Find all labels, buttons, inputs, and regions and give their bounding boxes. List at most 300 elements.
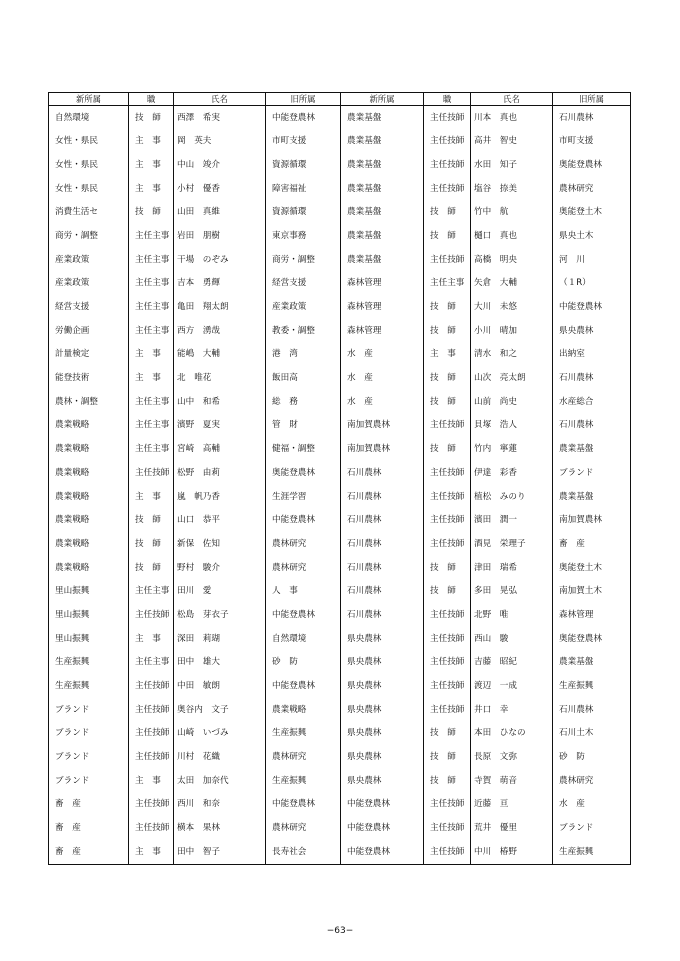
name-cell: 新保 佐知 <box>174 532 266 556</box>
new-department-cell: 石川農林 <box>341 485 424 509</box>
new-department-cell: 産業政策 <box>49 272 129 296</box>
previous-department-cell: ブランド <box>553 817 631 841</box>
new-department-cell: 畜 産 <box>49 840 129 864</box>
previous-department-cell: 生産振興 <box>266 769 341 793</box>
position-cell: 主任主事 <box>129 296 174 320</box>
name-cell: 北 唯花 <box>174 367 266 391</box>
previous-department-cell: 奥能登農林 <box>553 627 631 651</box>
name-cell: 岡 英夫 <box>174 130 266 154</box>
new-department-cell: 女性・県民 <box>49 153 129 177</box>
position-cell: 主任技師 <box>424 153 471 177</box>
table-row <box>49 722 631 746</box>
position-cell: 技 師 <box>424 367 471 391</box>
name-cell: 津田 瑞希 <box>471 556 553 580</box>
new-department-cell: ブランド <box>49 746 129 770</box>
previous-department-cell: 奥能登農林 <box>553 153 631 177</box>
previous-department-cell: 奥能登土木 <box>553 556 631 580</box>
new-department-cell: 中能登農林 <box>341 793 424 817</box>
new-department-cell: 中能登農林 <box>341 817 424 841</box>
previous-department-cell: 市町支援 <box>553 130 631 154</box>
position-cell: 主任技師 <box>424 675 471 699</box>
new-department-cell: 畜 産 <box>49 793 129 817</box>
name-cell: 多田 晃弘 <box>471 580 553 604</box>
previous-department-cell: 水産総合 <box>553 390 631 414</box>
previous-department-cell: 産業政策 <box>266 296 341 320</box>
column-header: 職 <box>129 93 174 106</box>
position-cell: 主任技師 <box>424 509 471 533</box>
previous-department-cell: 資源循環 <box>266 153 341 177</box>
previous-department-cell: 南加賀土木 <box>553 580 631 604</box>
table-row <box>49 177 631 201</box>
previous-department-cell: 石川土木 <box>553 722 631 746</box>
table-row <box>49 580 631 604</box>
position-cell: 主任技師 <box>424 485 471 509</box>
table-row <box>49 272 631 296</box>
name-cell: 濱野 夏実 <box>174 414 266 438</box>
position-cell: 主 事 <box>129 485 174 509</box>
position-cell: 主任技師 <box>129 461 174 485</box>
previous-department-cell: 中能登農林 <box>266 509 341 533</box>
new-department-cell: 県央農林 <box>341 675 424 699</box>
name-cell: 山崎 いづみ <box>174 722 266 746</box>
name-cell: 井口 幸 <box>471 698 553 722</box>
name-cell: 川村 花織 <box>174 746 266 770</box>
previous-department-cell: 畜 産 <box>553 532 631 556</box>
name-cell: 山田 真維 <box>174 201 266 225</box>
new-department-cell: ブランド <box>49 698 129 722</box>
table-row <box>49 651 631 675</box>
new-department-cell: 県央農林 <box>341 722 424 746</box>
table-row <box>49 840 631 864</box>
name-cell: 山中 和希 <box>174 390 266 414</box>
new-department-cell: 石川農林 <box>341 580 424 604</box>
name-cell: 西川 和奈 <box>174 793 266 817</box>
new-department-cell: 商労・調整 <box>49 224 129 248</box>
name-cell: 松野 由莉 <box>174 461 266 485</box>
previous-department-cell: 中能登農林 <box>266 675 341 699</box>
name-cell: 西澤 希実 <box>174 106 266 130</box>
previous-department-cell: 中能登農林 <box>266 793 341 817</box>
table-row <box>49 603 631 627</box>
name-cell: 樋口 真也 <box>471 224 553 248</box>
previous-department-cell: 石川農林 <box>553 698 631 722</box>
name-cell: 貝塚 浩人 <box>471 414 553 438</box>
previous-department-cell: 奥能登土木 <box>553 201 631 225</box>
position-cell: 主任技師 <box>129 817 174 841</box>
previous-department-cell: 農業基盤 <box>553 485 631 509</box>
name-cell: 大川 未悠 <box>471 296 553 320</box>
previous-department-cell: 農業基盤 <box>553 651 631 675</box>
table-row <box>49 390 631 414</box>
previous-department-cell: （１R） <box>553 272 631 296</box>
table-row <box>49 248 631 272</box>
name-cell: 山次 亮太朗 <box>471 367 553 391</box>
new-department-cell: 女性・県民 <box>49 130 129 154</box>
previous-department-cell: 生涯学習 <box>266 485 341 509</box>
new-department-cell: 経営支援 <box>49 296 129 320</box>
position-cell: 技 師 <box>424 201 471 225</box>
previous-department-cell: 南加賀農林 <box>553 509 631 533</box>
previous-department-cell: 農林研究 <box>266 556 341 580</box>
new-department-cell: 農業戦略 <box>49 485 129 509</box>
new-department-cell: 森林管理 <box>341 319 424 343</box>
new-department-cell: 県央農林 <box>341 651 424 675</box>
position-cell: 主 事 <box>129 769 174 793</box>
previous-department-cell: 総 務 <box>266 390 341 414</box>
table-row <box>49 319 631 343</box>
name-cell: 竹内 寧蓮 <box>471 438 553 462</box>
column-header: 旧所属 <box>553 93 631 106</box>
table-row <box>49 698 631 722</box>
position-cell: 主任技師 <box>424 603 471 627</box>
name-cell: 塩谷 捺美 <box>471 177 553 201</box>
position-cell: 主任技師 <box>129 746 174 770</box>
previous-department-cell: 人 事 <box>266 580 341 604</box>
new-department-cell: 石川農林 <box>341 461 424 485</box>
previous-department-cell: 河 川 <box>553 248 631 272</box>
new-department-cell: 石川農林 <box>341 556 424 580</box>
table-row <box>49 461 631 485</box>
name-cell: 寺賀 萌音 <box>471 769 553 793</box>
new-department-cell: 中能登農林 <box>341 840 424 864</box>
position-cell: 技 師 <box>424 319 471 343</box>
new-department-cell: 石川農林 <box>341 509 424 533</box>
previous-department-cell: 飯田高 <box>266 367 341 391</box>
name-cell: 川本 真也 <box>471 106 553 130</box>
position-cell: 技 師 <box>424 722 471 746</box>
name-cell: 吉藤 昭紀 <box>471 651 553 675</box>
table-header <box>49 93 631 106</box>
name-cell: 嵐 帆乃香 <box>174 485 266 509</box>
name-cell: 植松 みのり <box>471 485 553 509</box>
new-department-cell: 生産振興 <box>49 651 129 675</box>
previous-department-cell: 港 湾 <box>266 343 341 367</box>
position-cell: 主 事 <box>129 177 174 201</box>
previous-department-cell: 資源循環 <box>266 201 341 225</box>
new-department-cell: 労働企画 <box>49 319 129 343</box>
previous-department-cell: ブランド <box>553 461 631 485</box>
name-cell: 本田 ひなの <box>471 722 553 746</box>
table-row <box>49 675 631 699</box>
name-cell: 小村 優香 <box>174 177 266 201</box>
previous-department-cell: 農林研究 <box>553 769 631 793</box>
name-cell: 近藤 亘 <box>471 793 553 817</box>
position-cell: 技 師 <box>424 580 471 604</box>
position-cell: 主任技師 <box>129 698 174 722</box>
previous-department-cell: 奥能登農林 <box>266 461 341 485</box>
position-cell: 主任主事 <box>129 414 174 438</box>
previous-department-cell: 中能登農林 <box>266 106 341 130</box>
new-department-cell: 農業基盤 <box>341 130 424 154</box>
previous-department-cell: 県央土木 <box>553 224 631 248</box>
new-department-cell: 農業戦略 <box>49 414 129 438</box>
name-cell: 田中 雄大 <box>174 651 266 675</box>
position-cell: 主 事 <box>129 130 174 154</box>
personnel-transfer-table <box>48 92 631 865</box>
position-cell: 主任技師 <box>424 177 471 201</box>
new-department-cell: 農業基盤 <box>341 106 424 130</box>
position-cell: 主任技師 <box>424 532 471 556</box>
previous-department-cell: 農林研究 <box>266 746 341 770</box>
previous-department-cell: 砂 防 <box>266 651 341 675</box>
position-cell: 技 師 <box>424 746 471 770</box>
new-department-cell: 石川農林 <box>341 532 424 556</box>
name-cell: 松島 芽衣子 <box>174 603 266 627</box>
position-cell: 技 師 <box>424 224 471 248</box>
new-department-cell: 石川農林 <box>341 603 424 627</box>
name-cell: 宮崎 高輔 <box>174 438 266 462</box>
name-cell: 西方 湧哉 <box>174 319 266 343</box>
name-cell: 長原 文弥 <box>471 746 553 770</box>
previous-department-cell: 石川農林 <box>553 367 631 391</box>
new-department-cell: 県央農林 <box>341 746 424 770</box>
name-cell: 矢倉 大輔 <box>471 272 553 296</box>
name-cell: 荒井 優里 <box>471 817 553 841</box>
previous-department-cell: 商労・調整 <box>266 248 341 272</box>
new-department-cell: 消費生活セ <box>49 201 129 225</box>
name-cell: 田中 智子 <box>174 840 266 864</box>
position-cell: 技 師 <box>424 769 471 793</box>
new-department-cell: 水 産 <box>341 367 424 391</box>
new-department-cell: 森林管理 <box>341 272 424 296</box>
new-department-cell: 農林・調整 <box>49 390 129 414</box>
new-department-cell: 県央農林 <box>341 627 424 651</box>
column-header: 氏名 <box>174 93 266 106</box>
name-cell: 水田 知子 <box>471 153 553 177</box>
table-row <box>49 296 631 320</box>
position-cell: 主 事 <box>129 367 174 391</box>
name-cell: 高橋 明央 <box>471 248 553 272</box>
position-cell: 主任技師 <box>424 698 471 722</box>
name-cell: 横本 果林 <box>174 817 266 841</box>
previous-department-cell: 中能登農林 <box>553 296 631 320</box>
new-department-cell: 農業戦略 <box>49 556 129 580</box>
new-department-cell: 自然環境 <box>49 106 129 130</box>
table-row <box>49 343 631 367</box>
name-cell: 能嶋 大輔 <box>174 343 266 367</box>
position-cell: 主任技師 <box>424 840 471 864</box>
table-row <box>49 414 631 438</box>
name-cell: 渡辺 一成 <box>471 675 553 699</box>
name-cell: 北野 唯 <box>471 603 553 627</box>
previous-department-cell: 生産振興 <box>553 840 631 864</box>
name-cell: 田川 愛 <box>174 580 266 604</box>
column-header: 職 <box>424 93 471 106</box>
position-cell: 主 事 <box>129 627 174 651</box>
name-cell: 中山 竣介 <box>174 153 266 177</box>
previous-department-cell: 農林研究 <box>266 532 341 556</box>
table-row <box>49 556 631 580</box>
previous-department-cell: 農業戦略 <box>266 698 341 722</box>
name-cell: 小川 晴加 <box>471 319 553 343</box>
position-cell: 主任主事 <box>129 580 174 604</box>
previous-department-cell: 出納室 <box>553 343 631 367</box>
new-department-cell: 里山振興 <box>49 603 129 627</box>
new-department-cell: 農業戦略 <box>49 532 129 556</box>
name-cell: 濱田 潤一 <box>471 509 553 533</box>
position-cell: 主任技師 <box>424 627 471 651</box>
new-department-cell: 里山振興 <box>49 580 129 604</box>
new-department-cell: 畜 産 <box>49 817 129 841</box>
name-cell: 中川 椿野 <box>471 840 553 864</box>
table-body <box>49 106 631 865</box>
position-cell: 主 事 <box>129 343 174 367</box>
new-department-cell: 農業基盤 <box>341 177 424 201</box>
new-department-cell: 農業戦略 <box>49 509 129 533</box>
name-cell: 深田 莉瑚 <box>174 627 266 651</box>
name-cell: 亀田 翔太朗 <box>174 296 266 320</box>
position-cell: 主 事 <box>129 153 174 177</box>
position-cell: 主 事 <box>424 343 471 367</box>
name-cell: 伊達 彩香 <box>471 461 553 485</box>
page-number: −63− <box>326 926 354 936</box>
table-row <box>49 106 631 130</box>
position-cell: 技 師 <box>129 201 174 225</box>
table-row <box>49 224 631 248</box>
position-cell: 主任技師 <box>424 130 471 154</box>
position-cell: 主任主事 <box>424 272 471 296</box>
position-cell: 主任主事 <box>129 651 174 675</box>
position-cell: 技 師 <box>129 556 174 580</box>
position-cell: 主任主事 <box>129 272 174 296</box>
new-department-cell: 農業基盤 <box>341 201 424 225</box>
previous-department-cell: 森林管理 <box>553 603 631 627</box>
previous-department-cell: 農林研究 <box>553 177 631 201</box>
position-cell: 主任技師 <box>424 106 471 130</box>
position-cell: 主任技師 <box>129 722 174 746</box>
previous-department-cell: 生産振興 <box>266 722 341 746</box>
previous-department-cell: 県央農林 <box>553 319 631 343</box>
name-cell: 高井 智史 <box>471 130 553 154</box>
table-row <box>49 130 631 154</box>
table-row <box>49 532 631 556</box>
previous-department-cell: 経営支援 <box>266 272 341 296</box>
position-cell: 主任技師 <box>424 248 471 272</box>
previous-department-cell: 自然環境 <box>266 627 341 651</box>
header-row <box>49 93 631 106</box>
table-row <box>49 438 631 462</box>
new-department-cell: 女性・県民 <box>49 177 129 201</box>
position-cell: 技 師 <box>129 509 174 533</box>
name-cell: 野村 駿介 <box>174 556 266 580</box>
table-row <box>49 201 631 225</box>
new-department-cell: ブランド <box>49 722 129 746</box>
previous-department-cell: 生産振興 <box>553 675 631 699</box>
previous-department-cell: 管 財 <box>266 414 341 438</box>
name-cell: 西山 駿 <box>471 627 553 651</box>
position-cell: 主任主事 <box>129 224 174 248</box>
table-row <box>49 153 631 177</box>
position-cell: 主任主事 <box>129 438 174 462</box>
new-department-cell: 南加賀農林 <box>341 438 424 462</box>
position-cell: 技 師 <box>424 390 471 414</box>
position-cell: 技 師 <box>424 438 471 462</box>
new-department-cell: 県央農林 <box>341 769 424 793</box>
position-cell: 主任主事 <box>129 390 174 414</box>
previous-department-cell: 障害福祉 <box>266 177 341 201</box>
column-header: 旧所属 <box>266 93 341 106</box>
new-department-cell: 水 産 <box>341 390 424 414</box>
new-department-cell: 産業政策 <box>49 248 129 272</box>
table-row <box>49 509 631 533</box>
table-row <box>49 746 631 770</box>
name-cell: 中田 敏朗 <box>174 675 266 699</box>
table-row <box>49 367 631 391</box>
name-cell: 吉本 勇輝 <box>174 272 266 296</box>
new-department-cell: 生産振興 <box>49 675 129 699</box>
position-cell: 主任技師 <box>129 793 174 817</box>
previous-department-cell: 砂 防 <box>553 746 631 770</box>
name-cell: 山口 恭平 <box>174 509 266 533</box>
previous-department-cell: 中能登農林 <box>266 603 341 627</box>
table-row <box>49 769 631 793</box>
position-cell: 主 事 <box>129 840 174 864</box>
position-cell: 主任技師 <box>424 461 471 485</box>
new-department-cell: ブランド <box>49 769 129 793</box>
previous-department-cell: 長寿社会 <box>266 840 341 864</box>
table-row <box>49 627 631 651</box>
new-department-cell: 能登技術 <box>49 367 129 391</box>
previous-department-cell: 水 産 <box>553 793 631 817</box>
position-cell: 主任主事 <box>129 319 174 343</box>
column-header: 新所属 <box>341 93 424 106</box>
new-department-cell: 農業基盤 <box>341 153 424 177</box>
previous-department-cell: 教委・調整 <box>266 319 341 343</box>
new-department-cell: 計量検定 <box>49 343 129 367</box>
column-header: 新所属 <box>49 93 129 106</box>
position-cell: 主任技師 <box>424 414 471 438</box>
position-cell: 技 師 <box>424 556 471 580</box>
table-row <box>49 485 631 509</box>
column-header: 氏名 <box>471 93 553 106</box>
previous-department-cell: 石川農林 <box>553 414 631 438</box>
position-cell: 主任技師 <box>424 651 471 675</box>
name-cell: 岩田 朋樹 <box>174 224 266 248</box>
previous-department-cell: 健福・調整 <box>266 438 341 462</box>
new-department-cell: 農業基盤 <box>341 248 424 272</box>
previous-department-cell: 農業基盤 <box>553 438 631 462</box>
previous-department-cell: 東京事務 <box>266 224 341 248</box>
position-cell: 主任技師 <box>129 603 174 627</box>
position-cell: 技 師 <box>129 532 174 556</box>
position-cell: 主任技師 <box>129 675 174 699</box>
name-cell: 太田 加奈代 <box>174 769 266 793</box>
table-row <box>49 793 631 817</box>
position-cell: 主任技師 <box>424 793 471 817</box>
new-department-cell: 農業戦略 <box>49 438 129 462</box>
name-cell: 酒見 栄理子 <box>471 532 553 556</box>
name-cell: 山前 尚史 <box>471 390 553 414</box>
new-department-cell: 農業基盤 <box>341 224 424 248</box>
name-cell: 干場 のぞみ <box>174 248 266 272</box>
new-department-cell: 南加賀農林 <box>341 414 424 438</box>
table-row <box>49 817 631 841</box>
new-department-cell: 里山振興 <box>49 627 129 651</box>
position-cell: 主任主事 <box>129 248 174 272</box>
previous-department-cell: 市町支援 <box>266 130 341 154</box>
position-cell: 主任技師 <box>424 817 471 841</box>
name-cell: 竹中 航 <box>471 201 553 225</box>
position-cell: 技 師 <box>424 296 471 320</box>
position-cell: 技 師 <box>129 106 174 130</box>
new-department-cell: 農業戦略 <box>49 461 129 485</box>
new-department-cell: 水 産 <box>341 343 424 367</box>
previous-department-cell: 農林研究 <box>266 817 341 841</box>
name-cell: 清水 和之 <box>471 343 553 367</box>
name-cell: 奥谷内 文子 <box>174 698 266 722</box>
new-department-cell: 森林管理 <box>341 296 424 320</box>
new-department-cell: 県央農林 <box>341 698 424 722</box>
